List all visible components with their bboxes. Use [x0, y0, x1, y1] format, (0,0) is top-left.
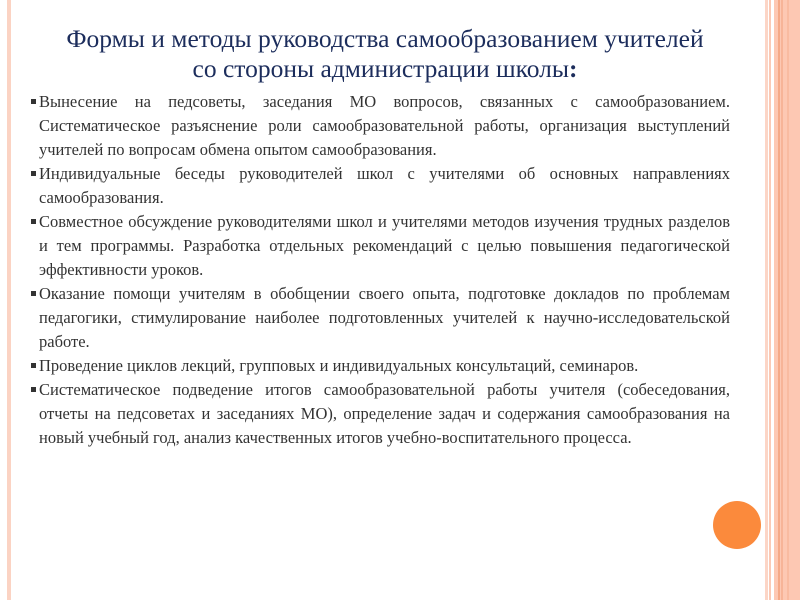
- list-item-text: Вынесение на педсоветы, заседания МО вопросов, связанных с самообразованием. Систематическое разъяснение роли самообразовательной работы, организация выступлений учителей по вопросам обмена опытом самообразования.: [39, 92, 730, 159]
- square-bullet-icon: [31, 363, 36, 368]
- list-item-text: Совместное обсуждение руководителями школ и учителями методов изучения трудных разделов и тем программы. Разработка отдельных рекомендаций с целью повышения педагогической эффективности уроков.: [39, 212, 730, 279]
- list-item-text: Индивидуальные беседы руководителей школ с учителями об основных направлениях самообразования.: [39, 164, 730, 207]
- left-border-decoration: [7, 0, 11, 600]
- list-item: [30, 354, 730, 378]
- square-bullet-icon: [31, 171, 36, 176]
- list-item: [30, 282, 730, 354]
- right-stripe-decoration: [765, 0, 768, 600]
- square-bullet-icon: [31, 291, 36, 296]
- slide-title: [40, 24, 730, 84]
- right-stripe-decoration: [778, 0, 780, 600]
- title-line-1: Формы и методы руководства самообразованием учителей: [66, 24, 704, 53]
- list-item: [30, 378, 730, 450]
- list-item: [30, 162, 730, 210]
- list-item-text: Оказание помощи учителям в обобщении своего опыта, подготовке докладов по проблемам педагогики, стимулирование наиболее подготовленных учителей к научно-исследовательской работе.: [39, 284, 730, 351]
- square-bullet-icon: [31, 219, 36, 224]
- list-item: [30, 90, 730, 162]
- bullet-list: [30, 90, 730, 450]
- right-stripe-decoration: [769, 0, 771, 600]
- list-item: [30, 210, 730, 282]
- list-item-text: Систематическое подведение итогов самообразовательной работы учителя (собеседования, отчеты на педсоветах и заседаниях МО), определение задач и содержания самообразования на новый учебный год, анализ качественных итогов учебно-воспитательного процесса.: [39, 380, 730, 447]
- title-line-2: со стороны администрации школы:: [192, 54, 578, 83]
- right-stripe-decoration: [787, 0, 789, 600]
- title-colon: :: [569, 54, 578, 83]
- list-item-text: Проведение циклов лекций, групповых и индивидуальных консультаций, семинаров.: [39, 356, 639, 375]
- square-bullet-icon: [31, 99, 36, 104]
- orange-circle-decoration: [713, 501, 761, 549]
- square-bullet-icon: [31, 387, 36, 392]
- right-stripe-decoration: [781, 0, 783, 600]
